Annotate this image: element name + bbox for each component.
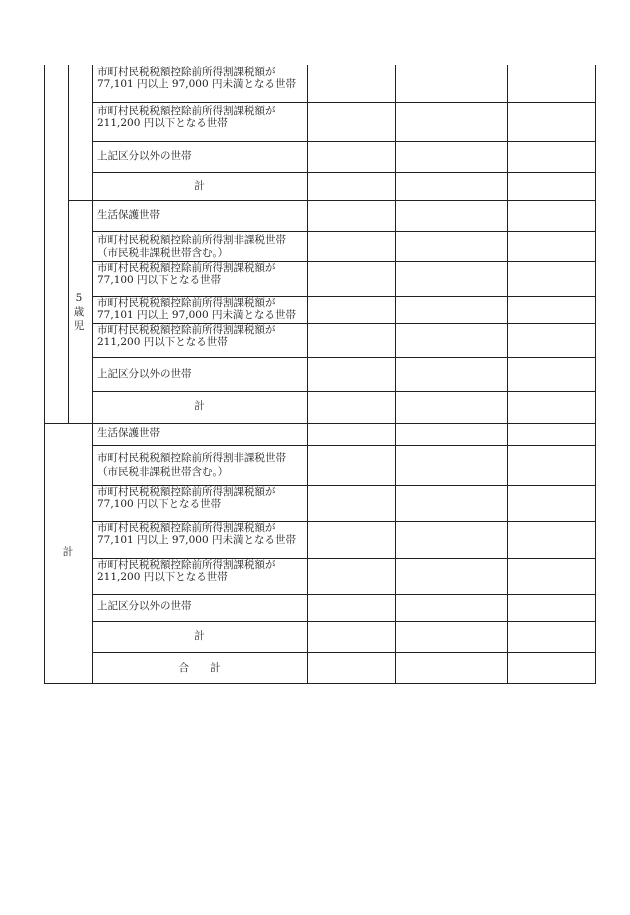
section-label-total: 計 <box>62 546 74 558</box>
grand-total-label: 合 計 <box>178 662 221 674</box>
row-label: 市町村民税税額控除前所得割課税額が 77,100 円以下となる世帯 <box>97 262 276 286</box>
grid-line <box>92 141 596 142</box>
row-label: 市町村民税税額控除前所得割課税額が 211,200 円以下となる世帯 <box>97 324 276 348</box>
row-label: 市町村民税税額控除前所得割課税額が 77,101 円以上 97,000 円未満となる世帯 <box>97 522 296 546</box>
grid-line <box>92 357 596 358</box>
section-label-age5: 5 歳 児 <box>73 292 85 332</box>
row-label: 市町村民税税額控除前所得割課税額が 77,100 円以下となる世帯 <box>97 486 276 510</box>
row-label: 上記区分以外の世帯 <box>97 600 192 612</box>
grid-line <box>92 231 596 232</box>
grid-line <box>507 65 508 683</box>
row-label: 市町村民税税額控除前所得割課税額が 77,101 円以上 97,000 円未満となる世帯 <box>97 297 296 321</box>
grid-line <box>92 102 596 103</box>
row-label: 市町村民税税額控除前所得割非課税世帯 （市民税非課税世帯含む。） <box>97 452 286 478</box>
subtotal-label: 計 <box>194 400 205 412</box>
grid-line <box>395 65 396 683</box>
grid-line <box>92 652 596 653</box>
grid-line <box>92 621 596 622</box>
grid-line <box>44 683 596 684</box>
row-label: 生活保護世帯 <box>97 427 160 439</box>
row-label: 市町村民税税額控除前所得割非課税世帯 （市民税非課税世帯含む。） <box>97 234 286 259</box>
grid-line <box>44 423 596 424</box>
grid-line <box>68 200 596 201</box>
grid-line <box>595 65 596 683</box>
grid-line <box>68 65 69 423</box>
grid-line <box>44 65 45 683</box>
subtotal-label: 計 <box>194 180 205 192</box>
grid-line <box>307 65 308 683</box>
row-label: 上記区分以外の世帯 <box>97 150 192 162</box>
row-label: 市町村民税税額控除前所得割課税額が 211,200 円以下となる世帯 <box>97 105 276 129</box>
grid-line <box>92 391 596 392</box>
row-label: 市町村民税税額控除前所得割課税額が 77,101 円以上 97,000 円未満となる世帯 <box>97 66 296 90</box>
row-label: 市町村民税税額控除前所得割課税額が 211,200 円以下となる世帯 <box>97 559 276 583</box>
grid-line <box>92 65 93 683</box>
grid-line <box>92 594 596 595</box>
row-label: 生活保護世帯 <box>97 209 160 221</box>
grid-line <box>92 172 596 173</box>
row-label: 上記区分以外の世帯 <box>97 368 192 380</box>
grid-line <box>92 445 596 446</box>
subtotal-label: 計 <box>194 630 205 642</box>
